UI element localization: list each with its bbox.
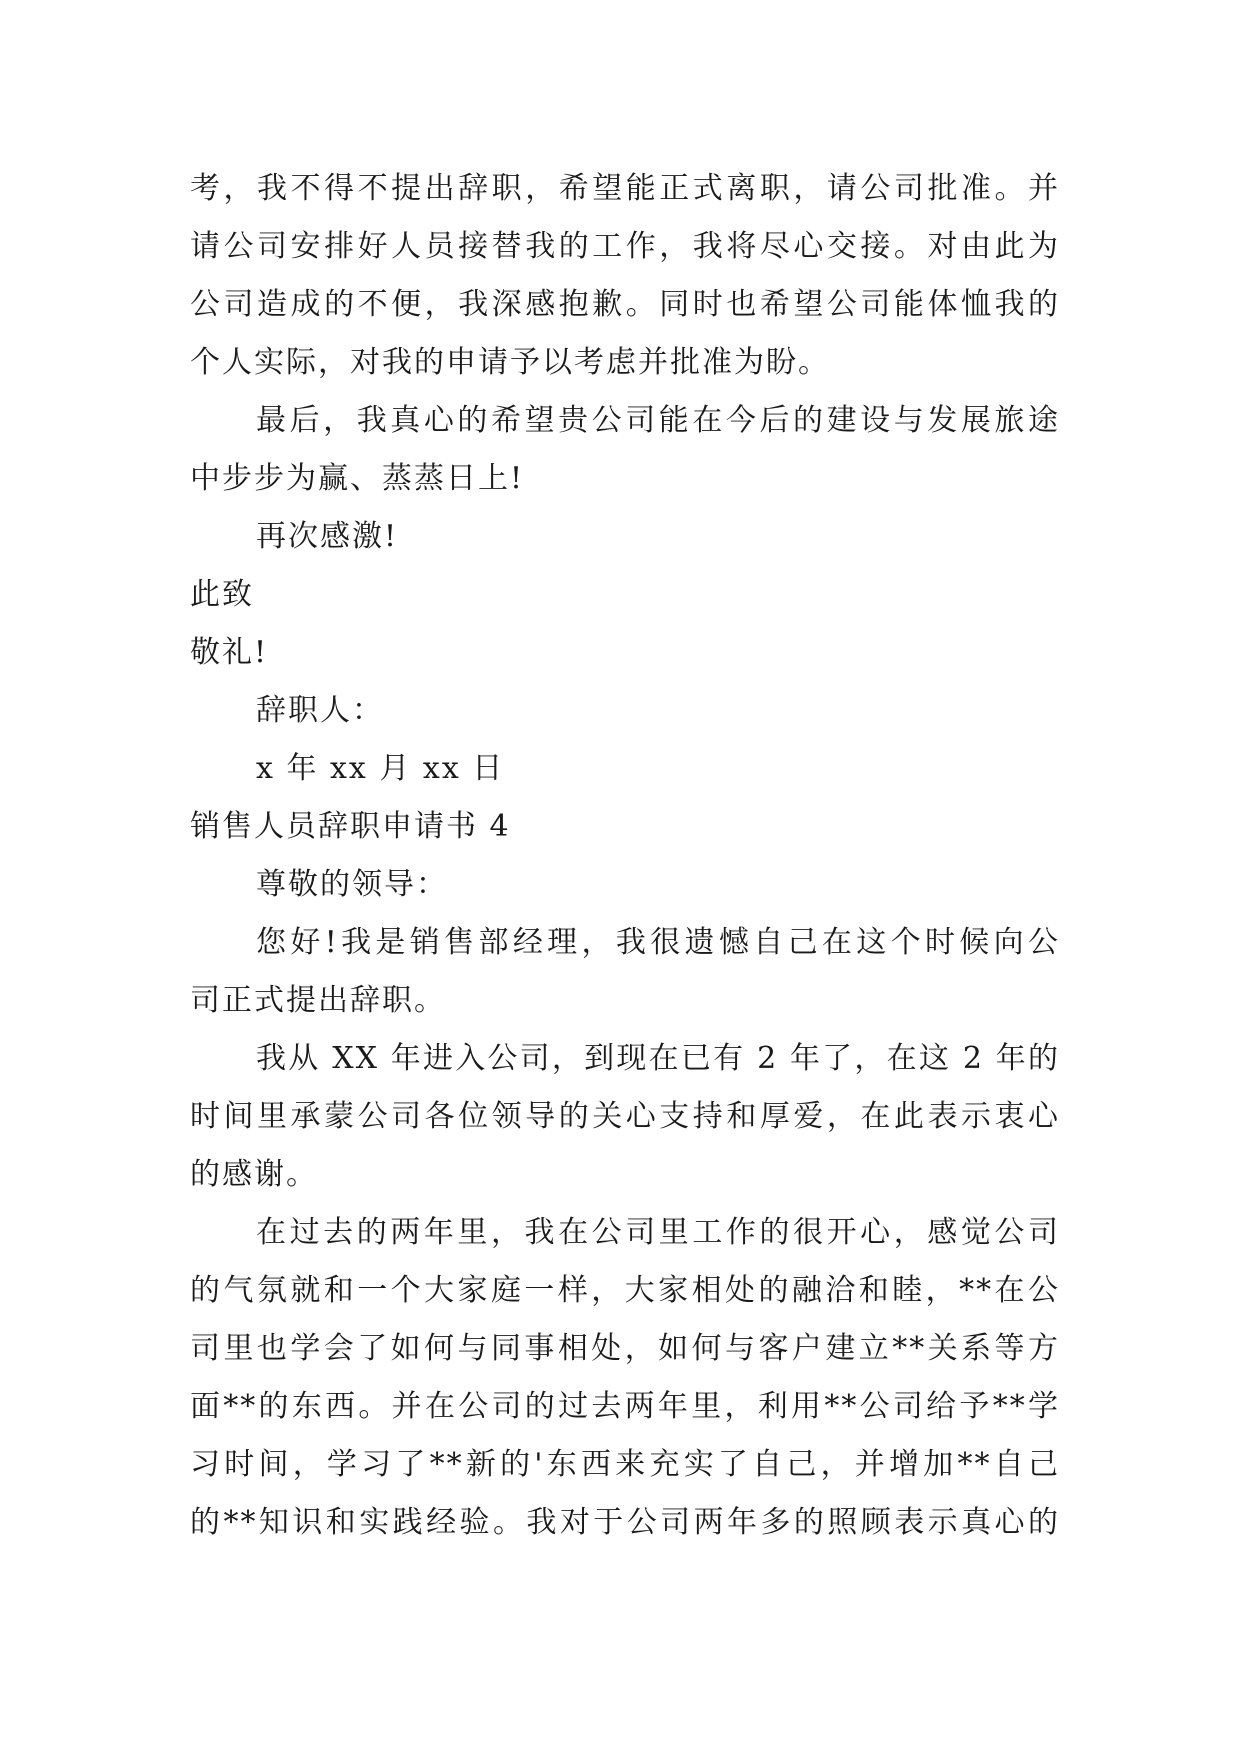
text-line: 您好!我是销售部经理，我很遗憾自己在这个时候向公	[256, 925, 1060, 960]
text-line: 考，我不得不提出辞职，希望能正式离职，请公司批准。并	[190, 171, 1060, 206]
text-line: 面**的东西。并在公司的过去两年里，利用**公司给予**学	[190, 1389, 1060, 1424]
text-line: 销售人员辞职申请书 4	[190, 809, 511, 844]
text-line: x 年 xx 月 xx 日	[256, 751, 505, 786]
text-line: 在过去的两年里，我在公司里工作的很开心，感觉公司	[256, 1215, 1060, 1250]
text-line: 辞职人：	[256, 693, 384, 728]
text-line: 最后，我真心的希望贵公司能在今后的建设与发展旅途	[256, 403, 1060, 438]
text-line: 再次感激!	[256, 519, 399, 554]
text-line: 请公司安排好人员接替我的工作，我将尽心交接。对由此为	[190, 229, 1060, 264]
text-line: 的气氛就和一个大家庭一样，大家相处的融洽和睦，**在公	[190, 1273, 1060, 1308]
text-line: 中步步为赢、蒸蒸日上!	[190, 461, 525, 496]
text-line: 的感谢。	[190, 1157, 318, 1192]
text-line: 尊敬的领导：	[256, 867, 448, 902]
text-line: 习时间，学习了**新的'东西来充实了自己，并增加**自己	[190, 1447, 1060, 1482]
text-line: 时间里承蒙公司各位领导的关心支持和厚爱，在此表示衷心	[190, 1099, 1060, 1134]
text-line: 司正式提出辞职。	[190, 983, 446, 1018]
text-line: 此致	[190, 577, 254, 612]
text-line: 个人实际，对我的申请予以考虑并批准为盼。	[190, 345, 830, 380]
text-line: 的**知识和实践经验。我对于公司两年多的照顾表示真心的	[190, 1505, 1060, 1540]
text-line: 敬礼!	[190, 635, 269, 670]
text-line: 我从 XX 年进入公司，到现在已有 2 年了，在这 2 年的	[256, 1041, 1060, 1076]
text-line: 公司造成的不便，我深感抱歉。同时也希望公司能体恤我的	[190, 287, 1060, 322]
text-line: 司里也学会了如何与同事相处，如何与客户建立**关系等方	[190, 1331, 1060, 1366]
document-body	[190, 160, 1060, 1552]
